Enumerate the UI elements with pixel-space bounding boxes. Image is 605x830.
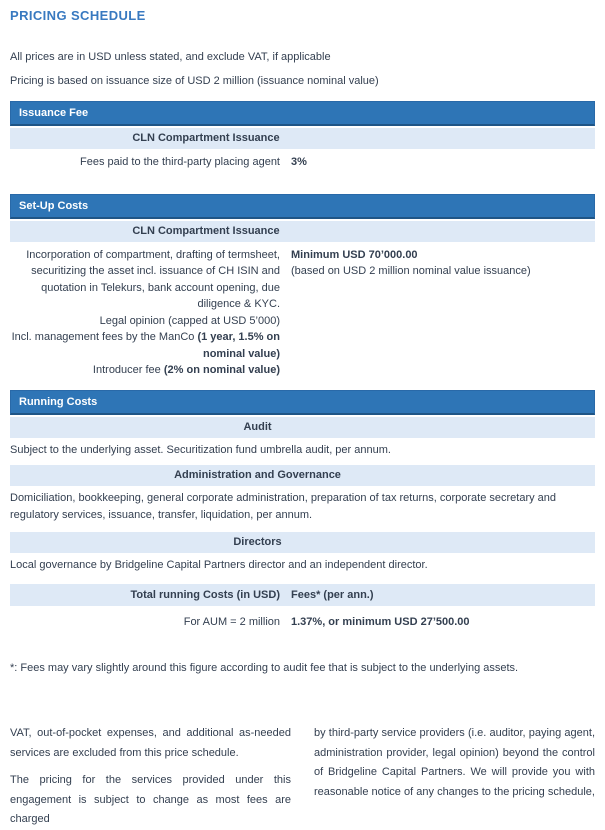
- footer-left-paragraph-1: VAT, out-of-pocket expenses, and additional as-needed services are excluded from this price schedule.: [10, 727, 291, 759]
- setup-service-manco: Incl. management fees by the ManCo (1 year, 1.5% on nominal value): [11, 331, 280, 360]
- footnote: *: Fees may vary slightly around this figure according to audit fee that is subject to the underlying assets.: [10, 662, 519, 674]
- totals-row-label: For AUM = 2 million: [183, 615, 280, 628]
- intro-line-issuance-size: Pricing is based on issuance size of USD 2 million (issuance nominal value): [10, 75, 379, 87]
- page-title: PRICING SCHEDULE: [10, 8, 146, 23]
- admin-subheader: Administration and Governance: [174, 469, 341, 481]
- setup-price-minimum: Minimum USD 70’000.00: [291, 248, 418, 261]
- directors-subheader-band: [10, 532, 595, 553]
- setup-service-incorporation: Incorporation of compartment, drafting of termsheet, securitizing the asset incl. issuance of CH ISIN and quotation in Telekurs, bank account opening, due diligence & KYC.: [26, 248, 280, 310]
- issuance-fee-subheader-band: [10, 128, 595, 149]
- issuance-fee-row: [10, 149, 595, 171]
- setup-costs-header-bar: Set-Up Costs: [10, 194, 595, 219]
- totals-col1-header: Total running Costs (in USD): [130, 588, 280, 601]
- totals-col2-header: Fees* (per ann.): [291, 588, 374, 601]
- admin-text: Domiciliation, bookkeeping, general corporate administration, preparation of tax returns, corporate secretary and regulatory services, issuance, transfer, liquidation, per annum.: [10, 492, 557, 521]
- setup-price-basis: (based on USD 2 million nominal value issuance): [291, 265, 531, 277]
- totals-row-value: 1.37%, or minimum USD 27’500.00: [291, 615, 470, 628]
- audit-subheader-band: [10, 417, 595, 438]
- setup-costs-row: [10, 242, 595, 379]
- section-setup-costs: [10, 194, 595, 379]
- section-running-costs: [10, 390, 595, 631]
- setup-costs-subheader: CLN Compartment Issuance: [132, 224, 280, 237]
- directors-text: Local governance by Bridgeline Capital Partners director and an independent director.: [10, 559, 428, 571]
- footer-left-paragraph-2: The pricing for the services provided under this engagement is subject to change as most fees are charged: [10, 774, 291, 825]
- setup-costs-price: [291, 247, 595, 280]
- totals-data-row: [10, 614, 595, 631]
- directors-subheader: Directors: [233, 536, 282, 548]
- admin-subheader-band: [10, 465, 595, 486]
- audit-text: Subject to the underlying asset. Securitization fund umbrella audit, per annum.: [10, 443, 391, 456]
- issuance-fee-row-label: Fees paid to the third-party placing agent: [80, 156, 280, 168]
- intro-section: [10, 50, 595, 88]
- section-issuance-fee: [10, 101, 595, 171]
- audit-subheader: Audit: [243, 420, 272, 433]
- issuance-fee-subheader: CLN Compartment Issuance: [132, 132, 280, 144]
- issuance-fee-row-value: 3%: [291, 156, 307, 168]
- setup-costs-subheader-band: [10, 221, 595, 242]
- setup-costs-services: [10, 247, 280, 379]
- issuance-fee-header-bar: Issuance Fee: [10, 101, 595, 126]
- intro-line-vat: All prices are in USD unless stated, and exclude VAT, if applicable: [10, 51, 331, 63]
- running-costs-header-bar: Running Costs: [10, 390, 595, 415]
- setup-service-introducer: Introducer fee (2% on nominal value): [92, 364, 280, 376]
- setup-service-legal-opinion: Legal opinion (capped at USD 5’000): [99, 314, 280, 327]
- footer-right-column: [314, 724, 595, 830]
- totals-header-band: [10, 584, 595, 606]
- footer-left-column: [10, 724, 291, 830]
- footer-right-paragraph-1: by third-party service providers (i.e. auditor, paying agent, administration provider, legal opinion) beyond the control of Bridgeline Capital Partners. We will provide you with reasonable notice of any changes to the pricing schedule,: [314, 727, 595, 798]
- footer-two-columns: [10, 724, 595, 830]
